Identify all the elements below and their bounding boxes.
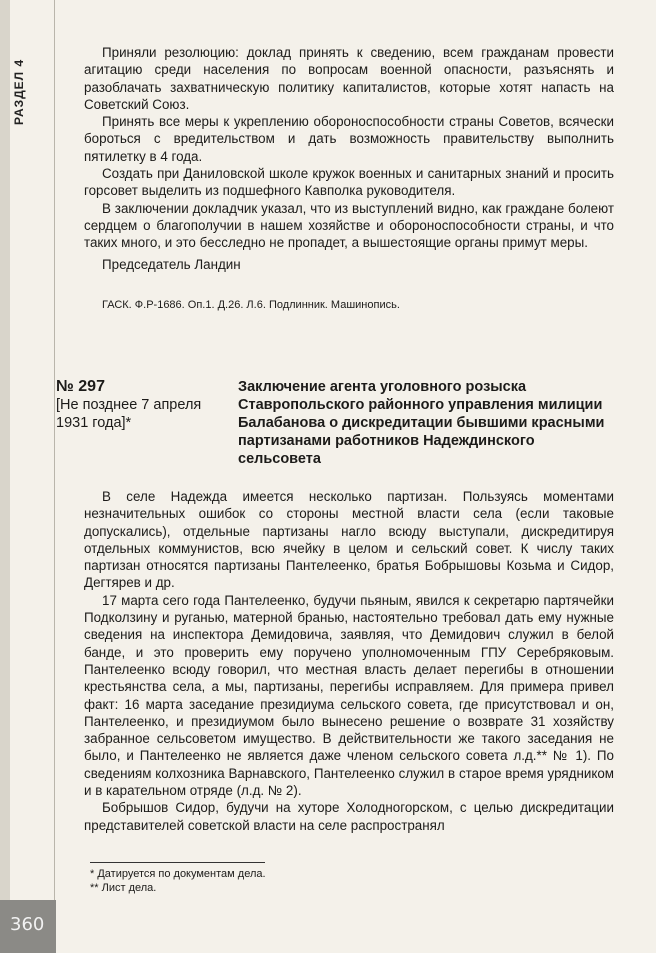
archive-reference: ГАСК. Ф.Р-1686. Оп.1. Д.26. Л.6. Подлинник. Машинопись. [102, 298, 400, 311]
footnote-divider [90, 862, 265, 863]
side-margin-rule [0, 0, 55, 953]
paragraph: В заключении докладчик указал, что из выступлений видно, как граждане болеют сердцем о благополучии в нашем хозяйстве и обороноспособности страны, и что таких много, и это бесследно не пропадет, а вышестоящие органы примут меры. [84, 200, 614, 251]
document-title: Заключение агента уголовного розыска Ставропольского районного управления милиции Балабанова о дискредитации бывшими красными партизанами работников Надеждинского сельсовета [238, 379, 605, 467]
paragraph: Бобрышов Сидор, будучи на хуторе Холодногорском, с целью дискредитации представителей советской власти на селе распространял [84, 800, 614, 833]
document-body [84, 488, 614, 834]
paragraph: Принять все меры к укреплению обороноспособности страны Советов, всячески бороться с вредительством и дать возможность правительству выполнить пятилетку в 4 года. [84, 114, 614, 164]
paragraph: В селе Надежда имеется несколько партизан. Пользуясь моментами незначительных ошибок со стороны местной власти села (если таковые допускались), отдельные партизаны нагло всюду выступали, дискредитируя отдельных коммунистов, всю ячейку в целом и сельский совет. К числу таких партизан относятся партизаны Пантелеенко, братья Бобрышовы Козьма и Сидор, Дегтярев и др. [84, 489, 614, 591]
section-label: РАЗДЕЛ 4 [12, 58, 26, 126]
paragraph: Создать при Даниловской школе кружок военных и санитарных знаний и просить горсовет выделить из подшефного Кавполка руководителя. [84, 166, 614, 199]
signature: Председатель Ландин [102, 256, 241, 272]
paragraph: Приняли резолюцию: доклад принять к сведению, всем гражданам провести агитацию среди населения по вопросам военной опасности, разъяснять и разоблачать захватническую политику капиталистов, которые хотят напасть на Советский Союз. [84, 45, 614, 112]
footnote: * Датируется по документам дела. [90, 868, 266, 880]
resolution-text [84, 44, 614, 312]
paragraph: 17 марта сего года Пантелеенко, будучи пьяным, явился к секретарю партячейки Подколзину и руганью, матерной бранью, настоятельно требовал дать ему нужные сведения на инспектора Демидовича, заявляя, что Демидович служил в белой банде, и это проверить ему поручено уполномоченным ГПУ Серебряковым. Пантелеенко всюду говорил, что местная власть делает перегибы в отношении крестьянства села, а мы, партизаны, перегибы исправляем. Для примера привел факт: 16 марта заседание президиума сельского совета, где присутствовал и он, Пантелеенко, и президиумом было вынесено решение о возврате 31 хозяйству забранное сельсоветом имущество. В действительности же такого заседания не было, и Пантелеенко не является даже членом сельского совета л.д.** № 1). По сведениям колхозника Варнавского, Пантелеенко служил в старое время урядником и в карательном отряде (л.д. № 2). [84, 592, 614, 799]
footnote: ** Лист дела. [90, 882, 157, 894]
document-number: № 297 [56, 378, 105, 395]
footnotes [90, 862, 390, 895]
document-date: [Не позднее 7 апреля 1931 года]* [56, 397, 202, 431]
page-number: 360 [10, 914, 45, 935]
document-meta [56, 378, 226, 432]
